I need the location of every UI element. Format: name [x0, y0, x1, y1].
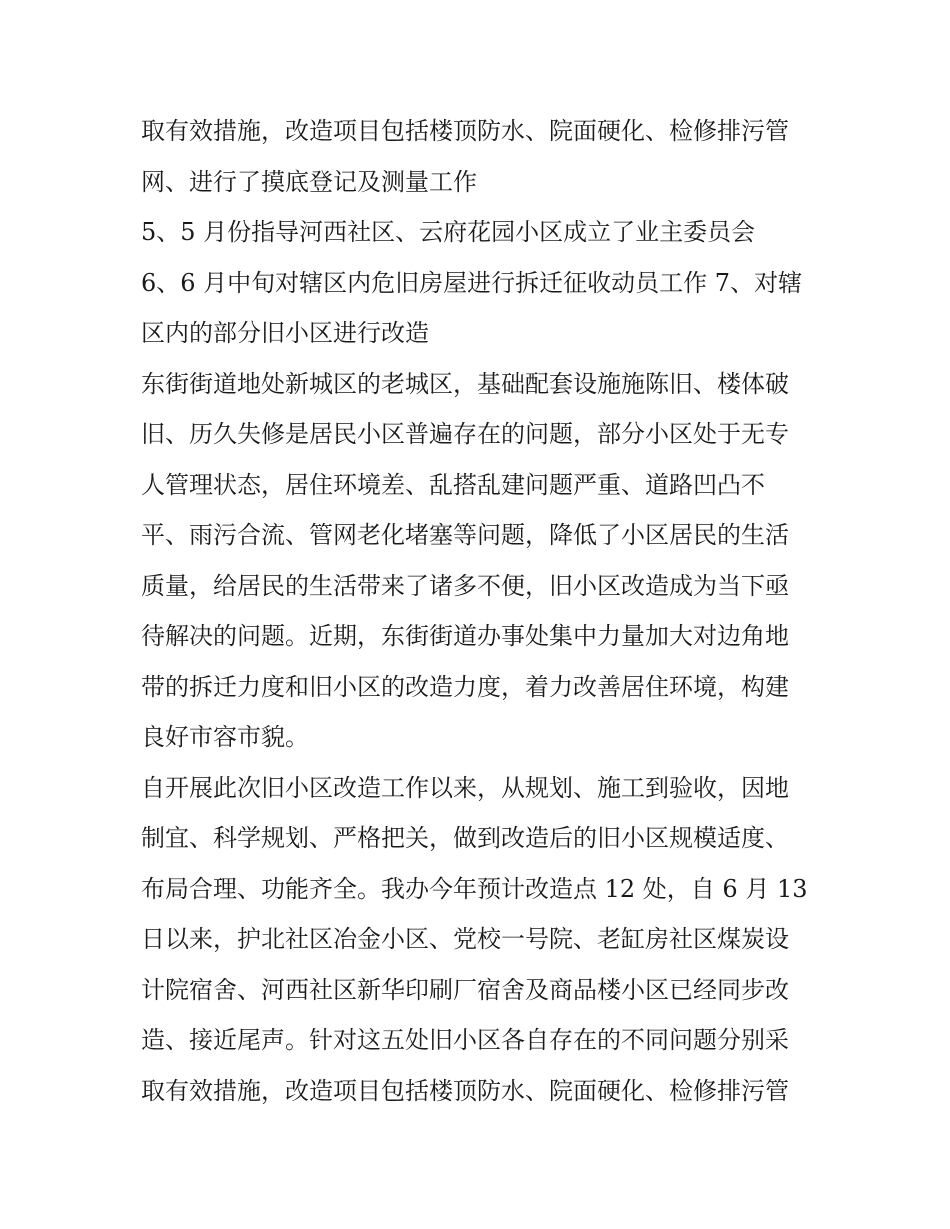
text-line: 良好市容市貌。	[141, 723, 309, 751]
body-text	[141, 106, 813, 1116]
text-line: 网、进行了摸底登记及测量工作	[141, 167, 477, 196]
text-line: 区内的部分旧小区进行改造	[141, 319, 429, 347]
text-line: 东街街道地处新城区的老城区，基础配套设施施陈旧、楼体破	[141, 369, 789, 398]
text-line: 带的拆迁力度和旧小区的改造力度，着力改善居住环境，构建	[141, 672, 789, 701]
text-line: 日以来，护北社区冶金小区、党校一号院、老缸房社区煤炭设	[141, 925, 789, 953]
text-line: 待解决的问题。近期，东街街道办事处集中力量加大对边角地	[141, 622, 789, 650]
text-line: 布局合理、功能齐全。我办今年预计改造点 12 处，自 6 月 13	[141, 874, 808, 903]
text-line: 平、雨污合流、管网老化堵塞等问题，降低了小区居民的生活	[141, 521, 789, 549]
text-line: 取有效措施，改造项目包括楼顶防水、院面硬化、检修排污管	[141, 117, 789, 145]
text-line: 6、6 月中旬对辖区内危旧房屋进行拆迁征收动员工作 7、对辖	[141, 268, 803, 297]
text-line: 质量，给居民的生活带来了诸多不便，旧小区改造成为当下亟	[141, 571, 789, 600]
text-line: 造、接近尾声。针对这五处旧小区各自存在的不同问题分别采	[141, 1026, 789, 1054]
text-line: 制宜、科学规划、严格把关，做到改造后的旧小区规模适度、	[141, 824, 789, 852]
text-line: 取有效措施，改造项目包括楼顶防水、院面硬化、检修排污管	[141, 1076, 789, 1105]
text-line: 计院宿舍、河西社区新华印刷厂宿舍及商品楼小区已经同步改	[141, 975, 789, 1004]
text-line: 人管理状态，居住环境差、乱搭乱建问题严重、道路凹凸不	[141, 470, 765, 499]
text-line: 自开展此次旧小区改造工作以来，从规划、施工到验收，因地	[141, 773, 789, 802]
text-line: 旧、历久失修是居民小区普遍存在的问题，部分小区处于无专	[141, 420, 789, 448]
text-line: 5、5 月份指导河西社区、云府花园小区成立了业主委员会	[141, 218, 756, 246]
